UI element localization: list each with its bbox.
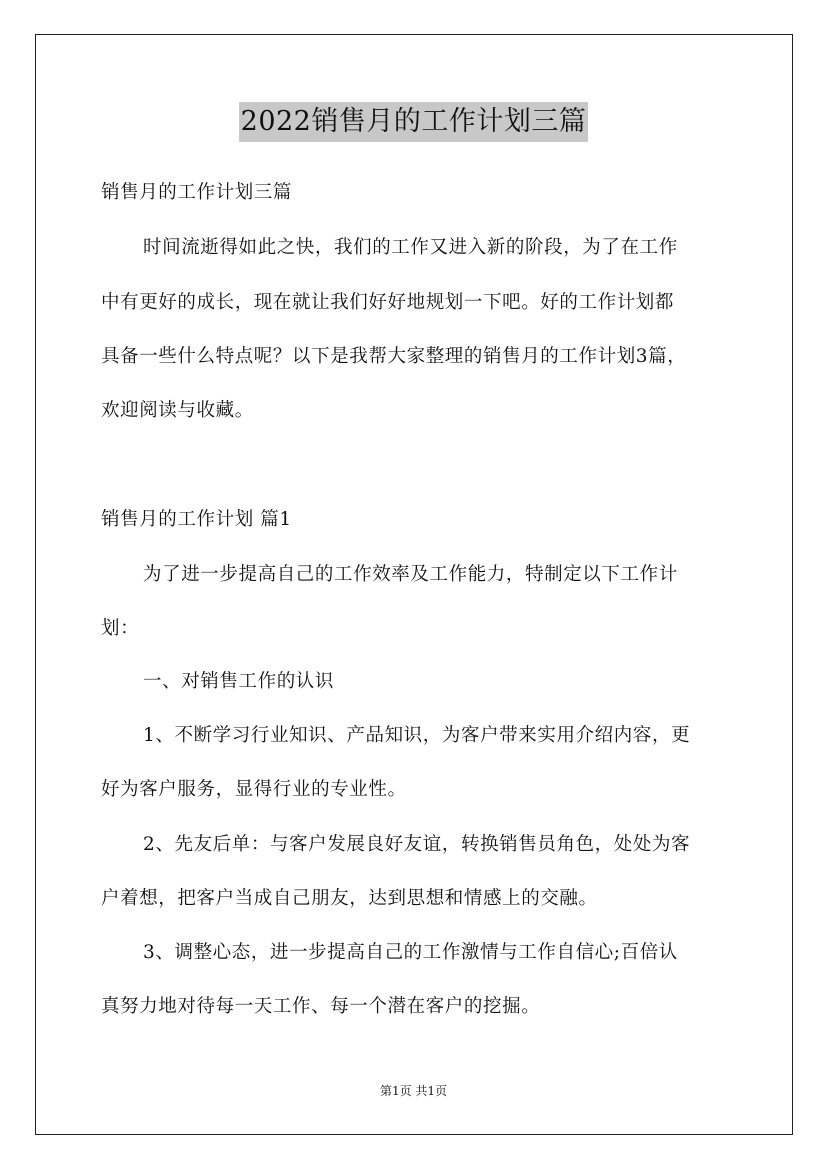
subtitle: 销售月的工作计划三篇 [101, 182, 293, 203]
document-title: 2022销售月的工作计划三篇 [239, 102, 589, 142]
paragraph-line: 欢迎阅读与收藏。 [101, 400, 254, 421]
list-item-line: 好为客户服务，显得行业的专业性。 [101, 779, 407, 800]
paragraph-line: 划： [101, 618, 140, 639]
list-item-line: 1、不断学习行业知识、产品知识，为客户带来实用介绍内容，更 [143, 725, 691, 746]
list-item-line: 3、调整心态，进一步提高自己的工作激情与工作自信心;百倍认 [143, 942, 678, 963]
paragraph-line: 中有更好的成长，现在就让我们好好地规划一下吧。好的工作计划都 [101, 292, 675, 313]
paragraph-line: 具备一些什么特点呢？以下是我帮大家整理的销售月的工作计划3篇， [101, 346, 687, 367]
page-footer: 第1页 共1页 [379, 1084, 448, 1098]
section-heading: 销售月的工作计划 篇1 [101, 509, 292, 530]
paragraph-line: 时间流逝得如此之快，我们的工作又进入新的阶段，为了在工作 [143, 237, 678, 258]
subsection-heading: 一、对销售工作的认识 [143, 671, 335, 692]
list-item-line: 2、先友后单：与客户发展良好友谊，转换销售员角色，处处为客 [143, 834, 691, 855]
list-item-line: 户着想，把客户当成自己朋友，达到思想和情感上的交融。 [101, 888, 598, 909]
paragraph-line: 为了进一步提高自己的工作效率及工作能力，特制定以下工作计 [143, 564, 678, 585]
title-container [0, 102, 827, 142]
list-item-line: 真努力地对待每一天工作、每一个潜在客户的挖掘。 [101, 996, 541, 1017]
